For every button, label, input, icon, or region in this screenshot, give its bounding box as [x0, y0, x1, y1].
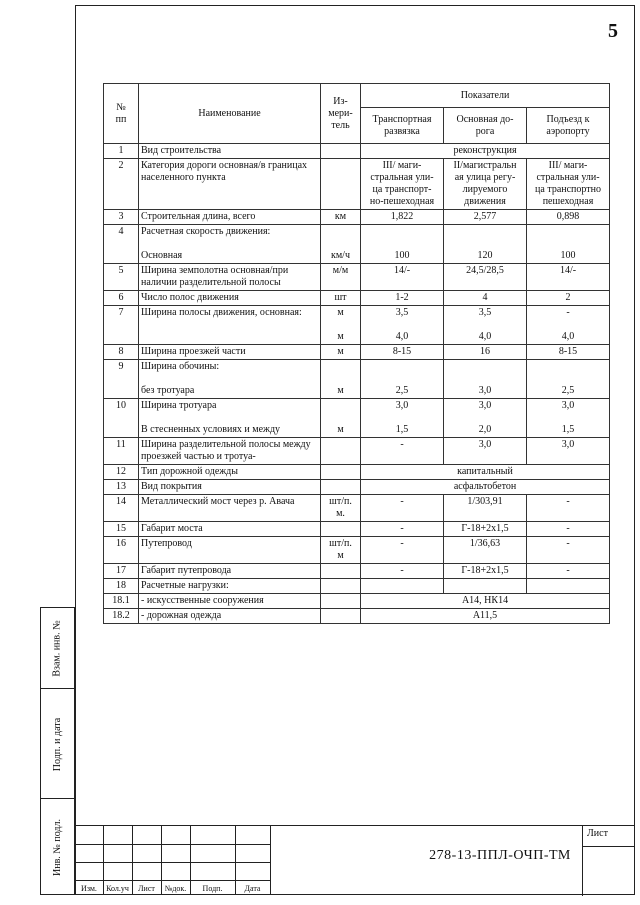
table-row [104, 159, 610, 210]
row-value-merged: капитальный [361, 465, 610, 480]
row-number: 10 [104, 399, 139, 438]
page-number: 5 [608, 20, 618, 42]
row-unit: шт/п. м. [321, 495, 361, 522]
row-value-main-road: Г-18+2х1,5 [444, 564, 527, 579]
stamp-label-list: Лист [138, 884, 155, 893]
row-value-interchange: - [361, 537, 444, 564]
table-row [104, 537, 610, 564]
row-unit [321, 609, 361, 624]
stamp-label-izm: Изм. [81, 884, 97, 893]
row-value-main-road: 3,0 [444, 438, 527, 465]
row-unit [321, 159, 361, 210]
title-block [75, 825, 635, 895]
row-value-interchange: 2,5 [361, 360, 444, 399]
row-value-main-road: 3,0 2,0 [444, 399, 527, 438]
row-name: Ширина тротуара В стесненных условиях и между [139, 399, 321, 438]
table-row [104, 522, 610, 537]
row-value-main-road: 1/303,91 [444, 495, 527, 522]
row-value-interchange: 3,0 1,5 [361, 399, 444, 438]
table-body [104, 144, 610, 624]
row-value-airport: 3,0 1,5 [527, 399, 610, 438]
row-name: Металлический мост через р. Авача [139, 495, 321, 522]
row-number: 16 [104, 537, 139, 564]
row-value-main-road: 4 [444, 291, 527, 306]
row-value-airport: 2,5 [527, 360, 610, 399]
table-row [104, 345, 610, 360]
row-value-airport: 8-15 [527, 345, 610, 360]
document-code: 278-13-ППЛ-ОЧП-ТМ [429, 848, 571, 863]
row-value-airport: 3,0 [527, 438, 610, 465]
row-value-interchange: - [361, 564, 444, 579]
row-unit: м [321, 345, 361, 360]
row-value-interchange: 1,822 [361, 210, 444, 225]
row-name: Расчетная скорость движения: Основная [139, 225, 321, 264]
table-row [104, 291, 610, 306]
row-number: 6 [104, 291, 139, 306]
row-name: Ширина земполотна основная/при наличии разделительной полосы [139, 264, 321, 291]
row-value-interchange: 8-15 [361, 345, 444, 360]
row-unit [321, 522, 361, 537]
row-value-interchange [361, 579, 444, 594]
side-cell-vzam: Взам. инв. № [52, 619, 64, 677]
row-value-merged: асфальтобетон [361, 480, 610, 495]
row-value-airport: 100 [527, 225, 610, 264]
col-unit-header: Из- мери- тель [321, 84, 361, 144]
row-name: Путепровод [139, 537, 321, 564]
stamp-label-data: Дата [244, 884, 261, 893]
row-value-airport: - 4,0 [527, 306, 610, 345]
row-number: 1 [104, 144, 139, 159]
row-value-interchange: III/ маги- стральная ули- ца транспорт- но-пешеходная [361, 159, 444, 210]
row-value-main-road: 1/36,63 [444, 537, 527, 564]
row-unit: м [321, 360, 361, 399]
table-row [104, 495, 610, 522]
row-number: 12 [104, 465, 139, 480]
row-value-airport: - [527, 564, 610, 579]
table-row [104, 399, 610, 438]
row-number: 2 [104, 159, 139, 210]
row-number: 7 [104, 306, 139, 345]
row-name: Ширина полосы движения, основная: [139, 306, 321, 345]
col-main-road-header: Основная до- рога [444, 108, 527, 144]
col-name-header: Наименование [139, 84, 321, 144]
row-unit: м [321, 399, 361, 438]
row-value-main-road: 16 [444, 345, 527, 360]
row-number: 3 [104, 210, 139, 225]
row-name: Вид покрытия [139, 480, 321, 495]
row-unit [321, 480, 361, 495]
stamp-label-kolvo: Кол.уч [106, 884, 129, 893]
table-row [104, 609, 610, 624]
row-value-main-road: 3,5 4,0 [444, 306, 527, 345]
row-value-interchange: 3,5 4,0 [361, 306, 444, 345]
table-row [104, 264, 610, 291]
row-number: 17 [104, 564, 139, 579]
row-value-airport: - [527, 537, 610, 564]
sheet-label: Лист [587, 828, 608, 839]
row-value-airport: III/ маги- стральная ули- ца транспортно пешеходная [527, 159, 610, 210]
row-unit [321, 438, 361, 465]
row-number: 18.2 [104, 609, 139, 624]
table-row [104, 594, 610, 609]
row-unit [321, 465, 361, 480]
row-number: 14 [104, 495, 139, 522]
row-unit [321, 594, 361, 609]
row-value-main-road: II/магистральн ая улица регу- лируемого движения [444, 159, 527, 210]
side-cell-inv: Инв. № подл. [41, 798, 74, 896]
row-value-merged: А14, НК14 [361, 594, 610, 609]
stamp-label-ndok: №док. [164, 884, 187, 893]
table-row [104, 360, 610, 399]
row-number: 11 [104, 438, 139, 465]
row-value-airport [527, 579, 610, 594]
row-name: Вид строительства [139, 144, 321, 159]
table-row [104, 564, 610, 579]
specs-table [103, 83, 610, 624]
row-number: 18.1 [104, 594, 139, 609]
row-unit [321, 564, 361, 579]
row-value-interchange: - [361, 495, 444, 522]
row-unit: шт/п. м [321, 537, 361, 564]
row-number: 18 [104, 579, 139, 594]
row-value-airport: 2 [527, 291, 610, 306]
stamp-label-podp: Подп. [202, 884, 223, 893]
row-number: 15 [104, 522, 139, 537]
table-row [104, 465, 610, 480]
table-row [104, 144, 610, 159]
row-value-main-road: Г-18+2х1,5 [444, 522, 527, 537]
row-value-main-road: 120 [444, 225, 527, 264]
table-row [104, 306, 610, 345]
side-cell-podp: Подп. и дата [41, 688, 74, 799]
col-airport-header: Подъезд к аэропорту [527, 108, 610, 144]
row-value-main-road: 2,577 [444, 210, 527, 225]
row-name: Расчетные нагрузки: [139, 579, 321, 594]
row-number: 5 [104, 264, 139, 291]
row-unit: км [321, 210, 361, 225]
row-value-merged: реконструкция [361, 144, 610, 159]
row-name: - дорожная одежда [139, 609, 321, 624]
table-row [104, 210, 610, 225]
table-row [104, 579, 610, 594]
row-value-interchange: - [361, 438, 444, 465]
row-name: Ширина проезжей части [139, 345, 321, 360]
row-unit: м м [321, 306, 361, 345]
col-num-header: № пп [104, 84, 139, 144]
row-value-interchange: 100 [361, 225, 444, 264]
row-unit [321, 579, 361, 594]
row-number: 4 [104, 225, 139, 264]
row-number: 8 [104, 345, 139, 360]
row-number: 13 [104, 480, 139, 495]
row-value-main-road: 3,0 [444, 360, 527, 399]
row-value-interchange: 14/- [361, 264, 444, 291]
row-value-airport: - [527, 522, 610, 537]
row-value-interchange: 1-2 [361, 291, 444, 306]
row-unit [321, 144, 361, 159]
row-number: 9 [104, 360, 139, 399]
side-stamp [40, 607, 75, 895]
row-value-airport: 0,898 [527, 210, 610, 225]
row-name: Число полос движения [139, 291, 321, 306]
row-value-airport: - [527, 495, 610, 522]
row-name: Тип дорожной одежды [139, 465, 321, 480]
row-value-interchange: - [361, 522, 444, 537]
row-value-main-road [444, 579, 527, 594]
row-unit: м/м [321, 264, 361, 291]
table-row [104, 225, 610, 264]
row-unit: шт [321, 291, 361, 306]
row-value-main-road: 24,5/28,5 [444, 264, 527, 291]
table-row [104, 438, 610, 465]
col-interchange-header: Транспортная развязка [361, 108, 444, 144]
col-group-header: Показатели [361, 84, 610, 108]
row-name: - искусственные сооружения [139, 594, 321, 609]
sheet-box [582, 826, 635, 896]
row-name: Габарит путепровода [139, 564, 321, 579]
row-name: Ширина обочины: без тротуара [139, 360, 321, 399]
table-row [104, 480, 610, 495]
row-value-merged: А11,5 [361, 609, 610, 624]
row-value-airport: 14/- [527, 264, 610, 291]
row-name: Категория дороги основная/в границах населенного пункта [139, 159, 321, 210]
row-name: Габарит моста [139, 522, 321, 537]
row-name: Строительная длина, всего [139, 210, 321, 225]
row-name: Ширина разделительной полосы между проезжей частью и тротуа- [139, 438, 321, 465]
row-unit: км/ч [321, 225, 361, 264]
